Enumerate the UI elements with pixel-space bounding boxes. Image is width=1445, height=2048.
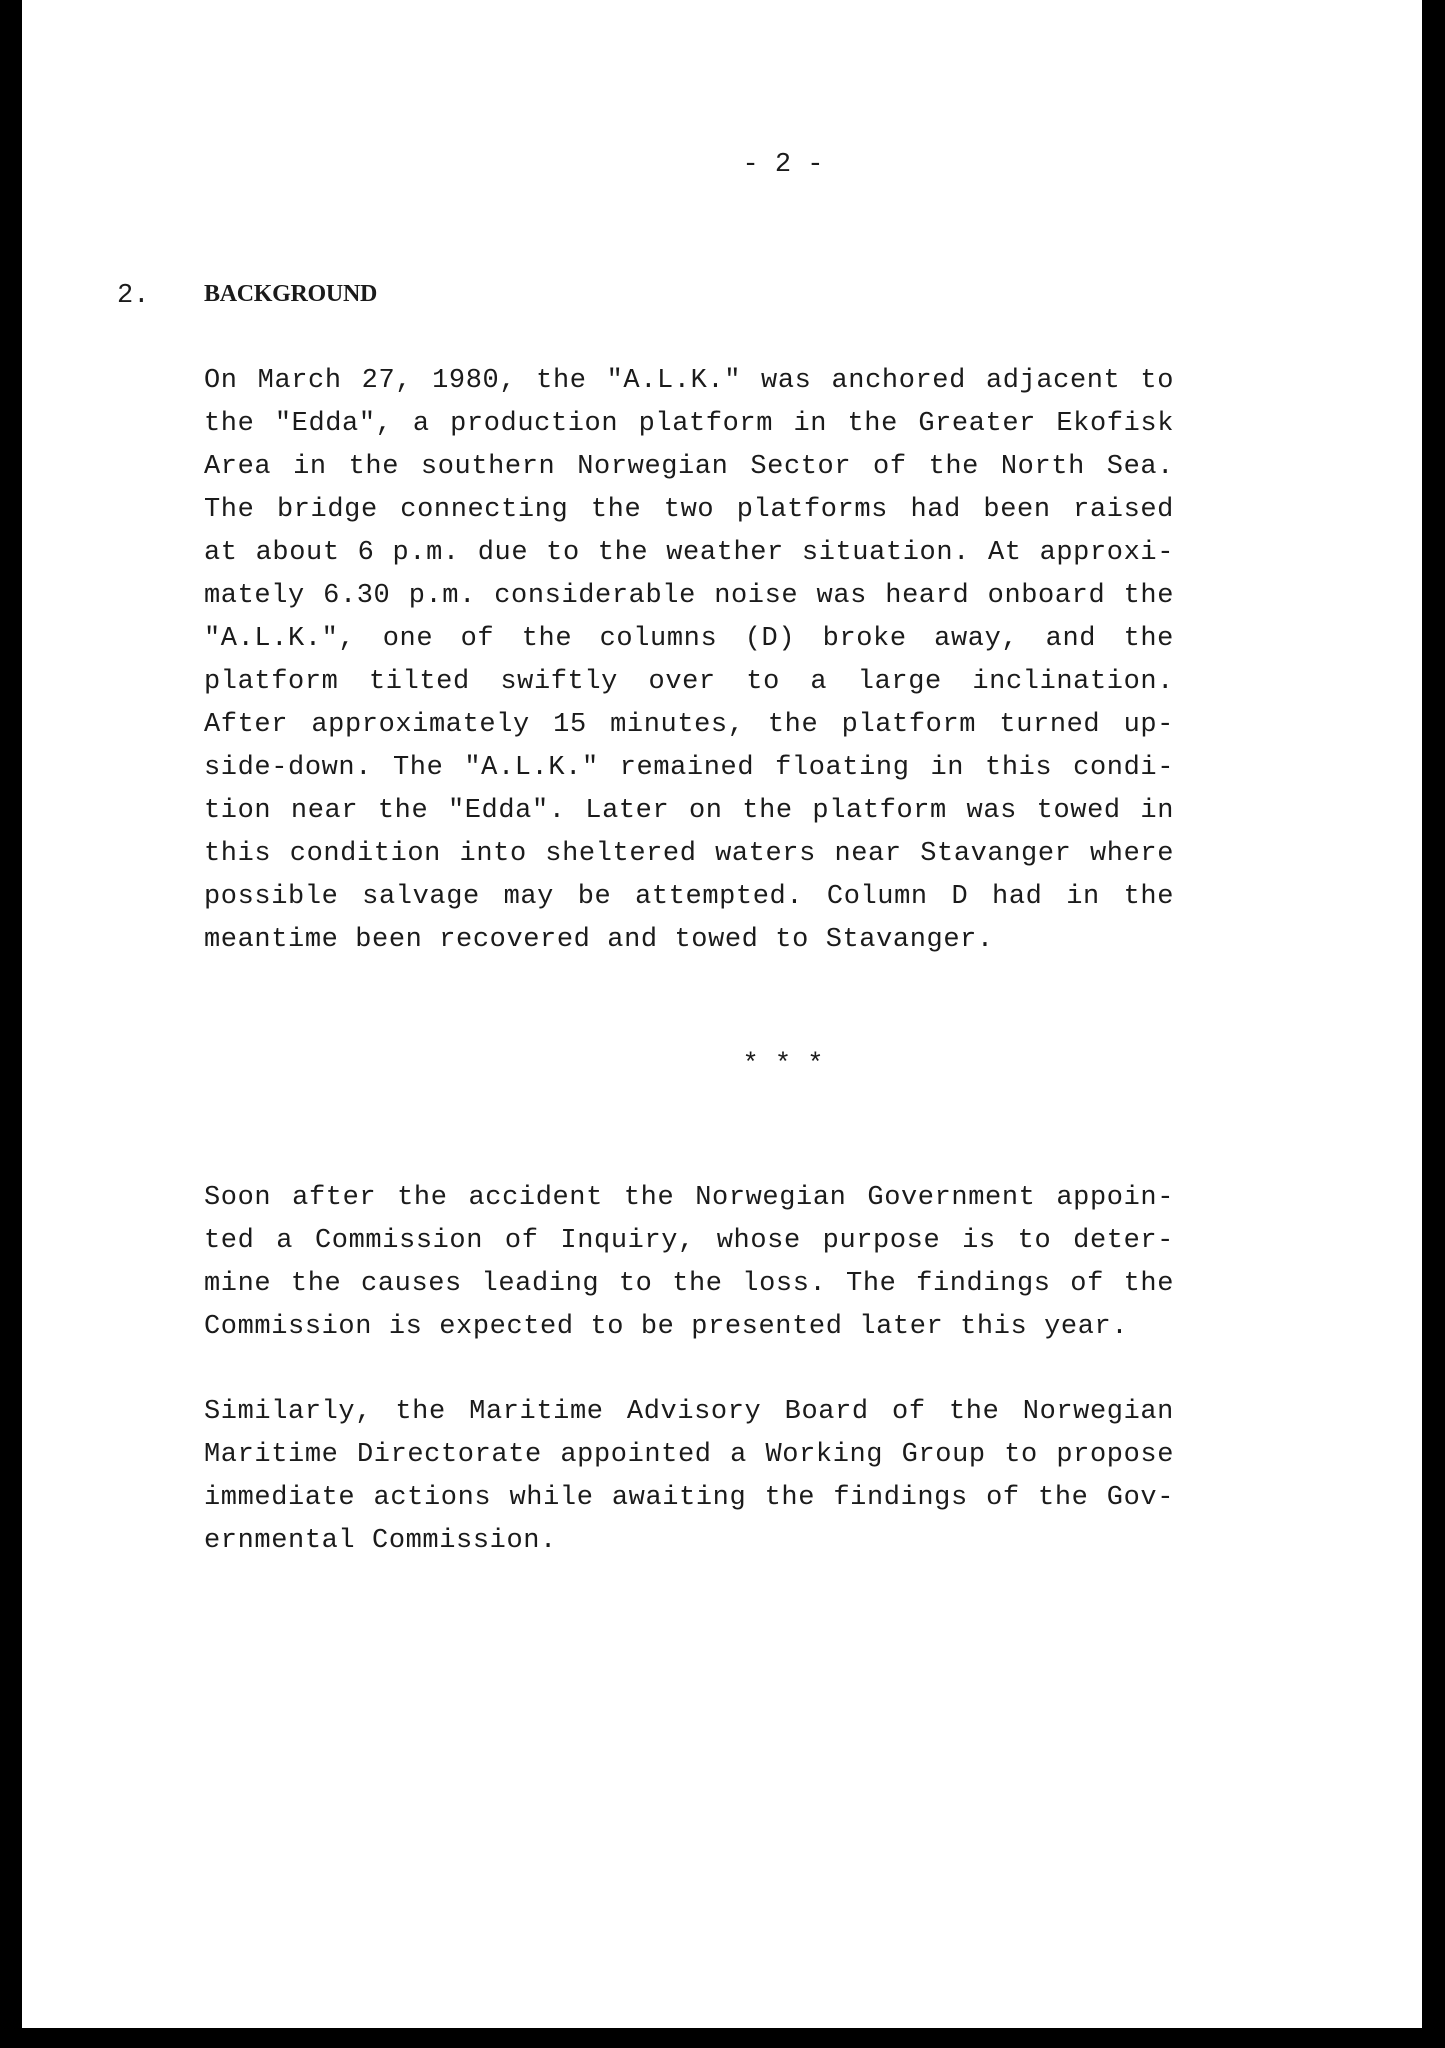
section-number: 2. (117, 281, 150, 311)
text-line: immediate actions while awaiting the findings of the Gov- (204, 1483, 1174, 1513)
paragraph-working-group (204, 1391, 1174, 1563)
text-line: tion near the "Edda". Later on the platform was towed in (204, 796, 1174, 826)
text-line: platform tilted swiftly over to a large inclination. (204, 667, 1174, 697)
document-page (22, 0, 1422, 2028)
text-line: the "Edda", a production platform in the Greater Ekofisk (204, 409, 1174, 439)
text-line: ted a Commission of Inquiry, whose purpose is to deter- (204, 1226, 1174, 1256)
paragraph-background (204, 360, 1174, 962)
text-line: On March 27, 1980, the "A.L.K." was anchored adjacent to (204, 366, 1174, 396)
text-line: mine the causes leading to the loss. The findings of the (204, 1269, 1174, 1299)
text-line: this condition into sheltered waters near Stavanger where (204, 839, 1174, 869)
text-line: After approximately 15 minutes, the platform turned up- (204, 710, 1174, 740)
text-line: Similarly, the Maritime Advisory Board of the Norwegian (204, 1397, 1174, 1427)
text-line: Commission is expected to be presented later this year. (204, 1312, 1129, 1342)
text-line: "A.L.K.", one of the columns (D) broke away, and the (204, 624, 1174, 654)
text-line: meantime been recovered and towed to Stavanger. (204, 925, 994, 955)
text-line: Maritime Directorate appointed a Working Group to propose (204, 1440, 1174, 1470)
section-separator: * * * (742, 1050, 824, 1080)
paragraph-commission (204, 1177, 1174, 1349)
text-line: ernmental Commission. (204, 1526, 557, 1556)
text-line: Soon after the accident the Norwegian Government appoin- (204, 1183, 1174, 1213)
text-line: Area in the southern Norwegian Sector of the North Sea. (204, 452, 1174, 482)
text-line: side-down. The "A.L.K." remained floating in this condi- (204, 753, 1174, 783)
text-line: at about 6 p.m. due to the weather situation. At approxi- (204, 538, 1174, 568)
text-line: The bridge connecting the two platforms had been raised (204, 495, 1174, 525)
text-line: possible salvage may be attempted. Column D had in the (204, 882, 1174, 912)
section-title: BACKGROUND (204, 281, 378, 307)
text-line: mately 6.30 p.m. considerable noise was heard onboard the (204, 581, 1174, 611)
page-number: - 2 - (742, 150, 824, 180)
